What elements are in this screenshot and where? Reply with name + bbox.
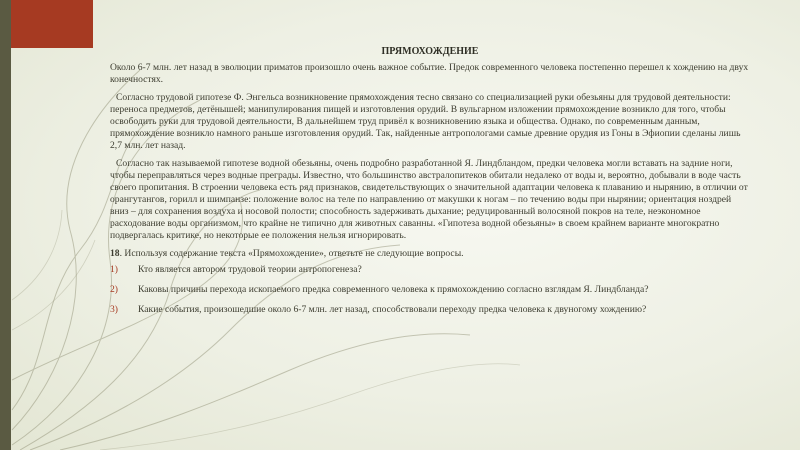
task-statement [110,248,750,260]
task-number: 18 [110,248,120,259]
question-item [110,304,750,316]
paragraph-engels-hypothesis: Согласно трудовой гипотезе Ф. Энгельса возникновение прямохождения тесно связано со специализацией руки обезьяны для трудовой деятельности: переноса предметов, детёнышей; манипулирования пищей и изготовления орудий. В вульгарном изложении прямохождение возникло для того, чтобы освободить руки для трудовой деятельности, В дальнейшем труд привёл к возникновению языка и общества. Однако, по современным данным, прямохождение возникло намного раньше изготовления орудий. Так, найденные антропологами самые древние орудия из Гоны в Эфиопии сделаны лишь 2,7 млн. лет назад. [110,92,741,151]
question-text: Какие события, произошедшие около 6-7 млн. лет назад, способствовали переходу предка человека к двуногому хождению? [138,304,647,315]
slide-content [110,46,750,324]
question-number: 3) [110,304,118,315]
paragraph-intro: Около 6-7 млн. лет назад в эволюции приматов произошло очень важное событие. Предок современного человека постепенно перешел к хождению на двух конечностях. [110,62,749,85]
question-text: Каковы причины перехода ископаемого предка современного человека к прямохождению согласно взглядам Я. Линдбланда? [138,284,649,295]
question-item [110,284,750,296]
question-text: Кто является автором трудовой теории антропогенеза? [138,264,362,275]
question-number: 2) [110,284,118,295]
question-number: 1) [110,264,118,275]
questions-list [110,264,750,316]
task-text: . Используя содержание текста «Прямохождение», ответьте не следующие вопросы. [119,248,464,259]
question-item [110,264,750,276]
slide-title: ПРЯМОХОЖДЕНИЕ [381,46,479,57]
paragraph-aquatic-ape-hypothesis: Согласно так называемой гипотезе водной обезьяны, очень подробно разработанной Я. Линдбландом, предки человека могли вставать на задние ноги, чтобы переправляться через водные преграды. Известно, что большинство австралопитеков обитали недалеко от воды и, вероятно, добывали в воде часть своего пропитания. В строении человека есть ряд признаков, свидетельствующих о значительной адаптации человека к плаванию и нырянию, в отличии от орангутангов, горилл и шимпанзе: положение волос на теле по направлению от макушки к ногам – по течению воды при нырянии; ориентация ноздрей вниз – для сохранения воздуха и носовой полости; способность задерживать дыхание; редуцированный волосяной покров на теле, неэкономное расходование воды организмом, что крайне не типично для животных саванны. «Гипотеза водной обезьяны» в своем крайнем варианте многократно подвергалась критике, но некоторые ее положения нельзя игнорировать. [110,158,748,241]
